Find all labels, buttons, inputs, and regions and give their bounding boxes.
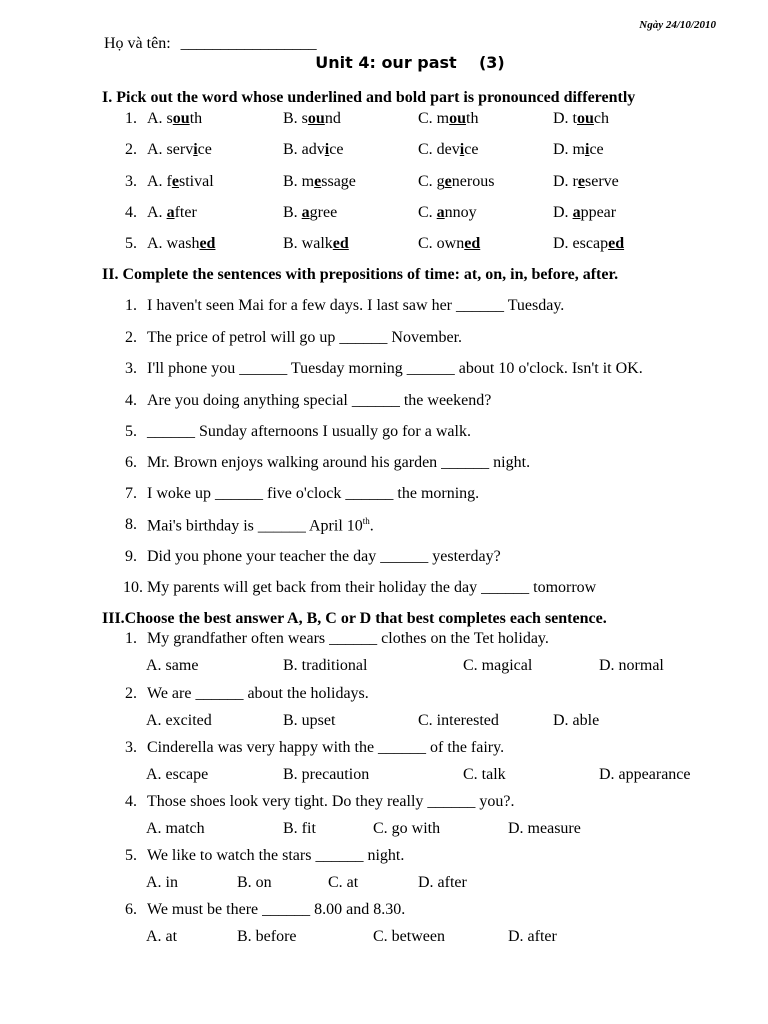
answer-option: B. traditional [283, 657, 368, 674]
answer-option [147, 204, 197, 222]
option-text: C. m [418, 110, 450, 127]
sentence-end: . [369, 517, 374, 535]
question-number: 1. [125, 110, 137, 127]
option-text: ce [589, 141, 604, 158]
question-number: 5. [125, 235, 137, 252]
answer-option [418, 235, 480, 253]
option-text: C. [418, 204, 437, 221]
question-text: We like to watch the stars ______ night. [147, 847, 405, 864]
question-number: 3. [125, 173, 137, 190]
question-number: 2. [125, 329, 137, 346]
option-text: fter [174, 204, 197, 221]
answer-option: C. between [373, 928, 445, 945]
option-text: A. f [147, 173, 172, 190]
answer-option [283, 110, 341, 128]
option-text: A. [147, 204, 167, 221]
question-number: 7. [125, 485, 137, 502]
sentence-text: Mr. Brown enjoys walking around his garden ______ night. [147, 454, 531, 471]
option-text: C. g [418, 173, 445, 190]
option-text: ce [329, 141, 344, 158]
option-text: B. [283, 204, 302, 221]
answer-option: B. fit [283, 820, 316, 837]
sentence-text: The price of petrol will go up ______ November. [147, 329, 463, 346]
option-text: th [189, 110, 203, 127]
question-text: We are ______ about the holidays. [147, 685, 369, 702]
answer-option: C. go with [373, 820, 441, 837]
option-text: D. r [553, 173, 578, 190]
underlined-part: i [324, 141, 330, 158]
answer-option: D. able [553, 712, 600, 729]
sentence-text: My parents will get back from their holiday the day ______ tomorrow [147, 579, 597, 596]
question-text: Those shoes look very tight. Do they really ______ you?. [147, 793, 515, 810]
answer-option: D. after [508, 928, 557, 945]
underlined-part: a [166, 204, 175, 221]
answer-option: A. at [146, 928, 178, 945]
answer-option: A. match [146, 820, 205, 837]
question-number: 4. [125, 392, 137, 409]
underlined-part: ed [464, 235, 481, 252]
option-text: th [466, 110, 479, 127]
answer-option [418, 141, 478, 159]
question-number: 10. [123, 579, 143, 596]
question-number: 6. [125, 454, 137, 471]
superscript: th [362, 516, 370, 526]
answer-option: C. interested [418, 712, 499, 729]
answer-option: B. precaution [283, 766, 370, 783]
sentence-text: I woke up ______ five o'clock ______ the morning. [147, 485, 480, 502]
question-number: 5. [125, 847, 137, 864]
answer-option: A. same [146, 657, 199, 674]
option-text: nerous [451, 173, 495, 190]
sentence-text: I'll phone you ______ Tuesday morning ______ about 10 o'clock. Isn't it OK. [147, 360, 643, 377]
question-number: 1. [125, 297, 137, 314]
question-number: 2. [125, 141, 137, 158]
sentence-text: I haven't seen Mai for a few days. I last saw her ______ Tuesday. [147, 297, 565, 314]
option-text: D. [553, 204, 573, 221]
sentence-text: Are you doing anything special ______ the weekend? [147, 392, 492, 409]
question-text: Cinderella was very happy with the ______ of the fairy. [147, 739, 505, 756]
answer-option: B. on [237, 874, 272, 891]
answer-option: C. at [328, 874, 359, 891]
answer-option: D. measure [508, 820, 581, 837]
underlined-part: ou [449, 110, 467, 127]
date-label: Ngày 24/10/2010 [639, 19, 716, 31]
answer-option [283, 173, 356, 191]
answer-option [147, 235, 215, 253]
underlined-part: ou [172, 110, 190, 127]
option-text: ppear [580, 204, 617, 221]
section-heading: I. Pick out the word whose underlined and bold part is pronounced differently [102, 89, 636, 106]
underlined-part: a [301, 204, 310, 221]
underlined-part: ou [307, 110, 325, 127]
question-text: We must be there ______ 8.00 and 8.30. [147, 901, 406, 918]
question-number: 4. [125, 204, 137, 221]
option-text: nd [324, 110, 341, 127]
underlined-part: e [171, 173, 179, 190]
option-text: B. walk [283, 235, 333, 252]
answer-option [418, 173, 494, 191]
answer-option: D. appearance [599, 766, 691, 783]
page-title: Unit 4: our past (3) [315, 53, 505, 72]
sentence-text: Did you phone your teacher the day ______ yesterday? [147, 548, 501, 565]
option-text: D. m [553, 141, 585, 158]
section-heading: III.Choose the best answer A, B, C or D that best completes each sentence. [102, 610, 607, 627]
option-text: D. t [553, 110, 577, 127]
option-text: gree [309, 204, 338, 221]
option-text: D. escap [553, 235, 609, 252]
underlined-part: i [193, 141, 198, 158]
underlined-part: a [572, 204, 581, 221]
answer-option: D. normal [599, 657, 664, 674]
option-text: B. m [283, 173, 315, 190]
underlined-part: e [444, 173, 452, 190]
option-text: C. own [418, 235, 465, 252]
question-number: 9. [125, 548, 137, 565]
answer-option [553, 173, 619, 191]
option-text: ssage [321, 173, 356, 190]
underlined-part: e [577, 173, 585, 190]
answer-option: C. talk [463, 766, 506, 783]
option-text: A. serv [147, 141, 194, 158]
answer-option: A. escape [146, 766, 209, 783]
option-text: ce [197, 141, 212, 158]
answer-option [553, 235, 624, 253]
option-text: C. dev [418, 141, 460, 158]
section-heading: II. Complete the sentences with prepositions of time: at, on, in, before, after. [102, 266, 619, 283]
answer-option: C. magical [463, 657, 533, 674]
question-number: 3. [125, 360, 137, 377]
question-number: 8. [125, 516, 137, 533]
sentence-text: Mai's birthday is ______ April 10th. [147, 516, 374, 535]
question-text: My grandfather often wears ______ clothes on the Tet holiday. [147, 630, 549, 647]
question-number: 2. [125, 685, 137, 702]
option-text: ce [464, 141, 479, 158]
answer-option: A. excited [146, 712, 212, 729]
option-text: B. adv [283, 141, 325, 158]
answer-option [553, 204, 616, 222]
underlined-part: i [585, 141, 590, 158]
name-field-label [104, 35, 317, 53]
answer-option [147, 141, 212, 159]
answer-option [553, 141, 604, 159]
underlined-part: ed [332, 235, 349, 252]
answer-option: D. after [418, 874, 467, 891]
option-text: serve [585, 173, 619, 190]
question-number: 5. [125, 423, 137, 440]
answer-option [553, 110, 609, 128]
answer-option [283, 141, 343, 159]
answer-option: B. upset [283, 712, 336, 729]
sentence-text: ______ Sunday afternoons I usually go for a walk. [147, 423, 471, 440]
question-number: 4. [125, 793, 137, 810]
question-number: 1. [125, 630, 137, 647]
name-label: Họ và tên: [104, 35, 171, 52]
underlined-part: ed [199, 235, 216, 252]
answer-option: A. in [146, 874, 178, 891]
underlined-part: i [459, 141, 465, 158]
answer-option [147, 173, 214, 191]
option-text: ch [593, 110, 610, 127]
option-text: A. s [147, 110, 173, 127]
underlined-part: a [436, 204, 445, 221]
answer-option [418, 110, 478, 128]
question-number: 6. [125, 901, 137, 918]
answer-option [418, 204, 477, 222]
underlined-part: ou [577, 110, 594, 127]
option-text: A. wash [147, 235, 200, 252]
underlined-part: e [314, 173, 322, 190]
option-text: B. s [283, 110, 308, 127]
question-number: 3. [125, 739, 137, 756]
answer-option [283, 235, 349, 253]
answer-option: B. before [237, 928, 297, 945]
option-text: nnoy [444, 204, 477, 221]
name-blank: _________________ [180, 35, 317, 52]
answer-option [283, 204, 337, 222]
option-text: stival [179, 173, 214, 190]
underlined-part: ed [608, 235, 625, 252]
answer-option [147, 110, 202, 128]
